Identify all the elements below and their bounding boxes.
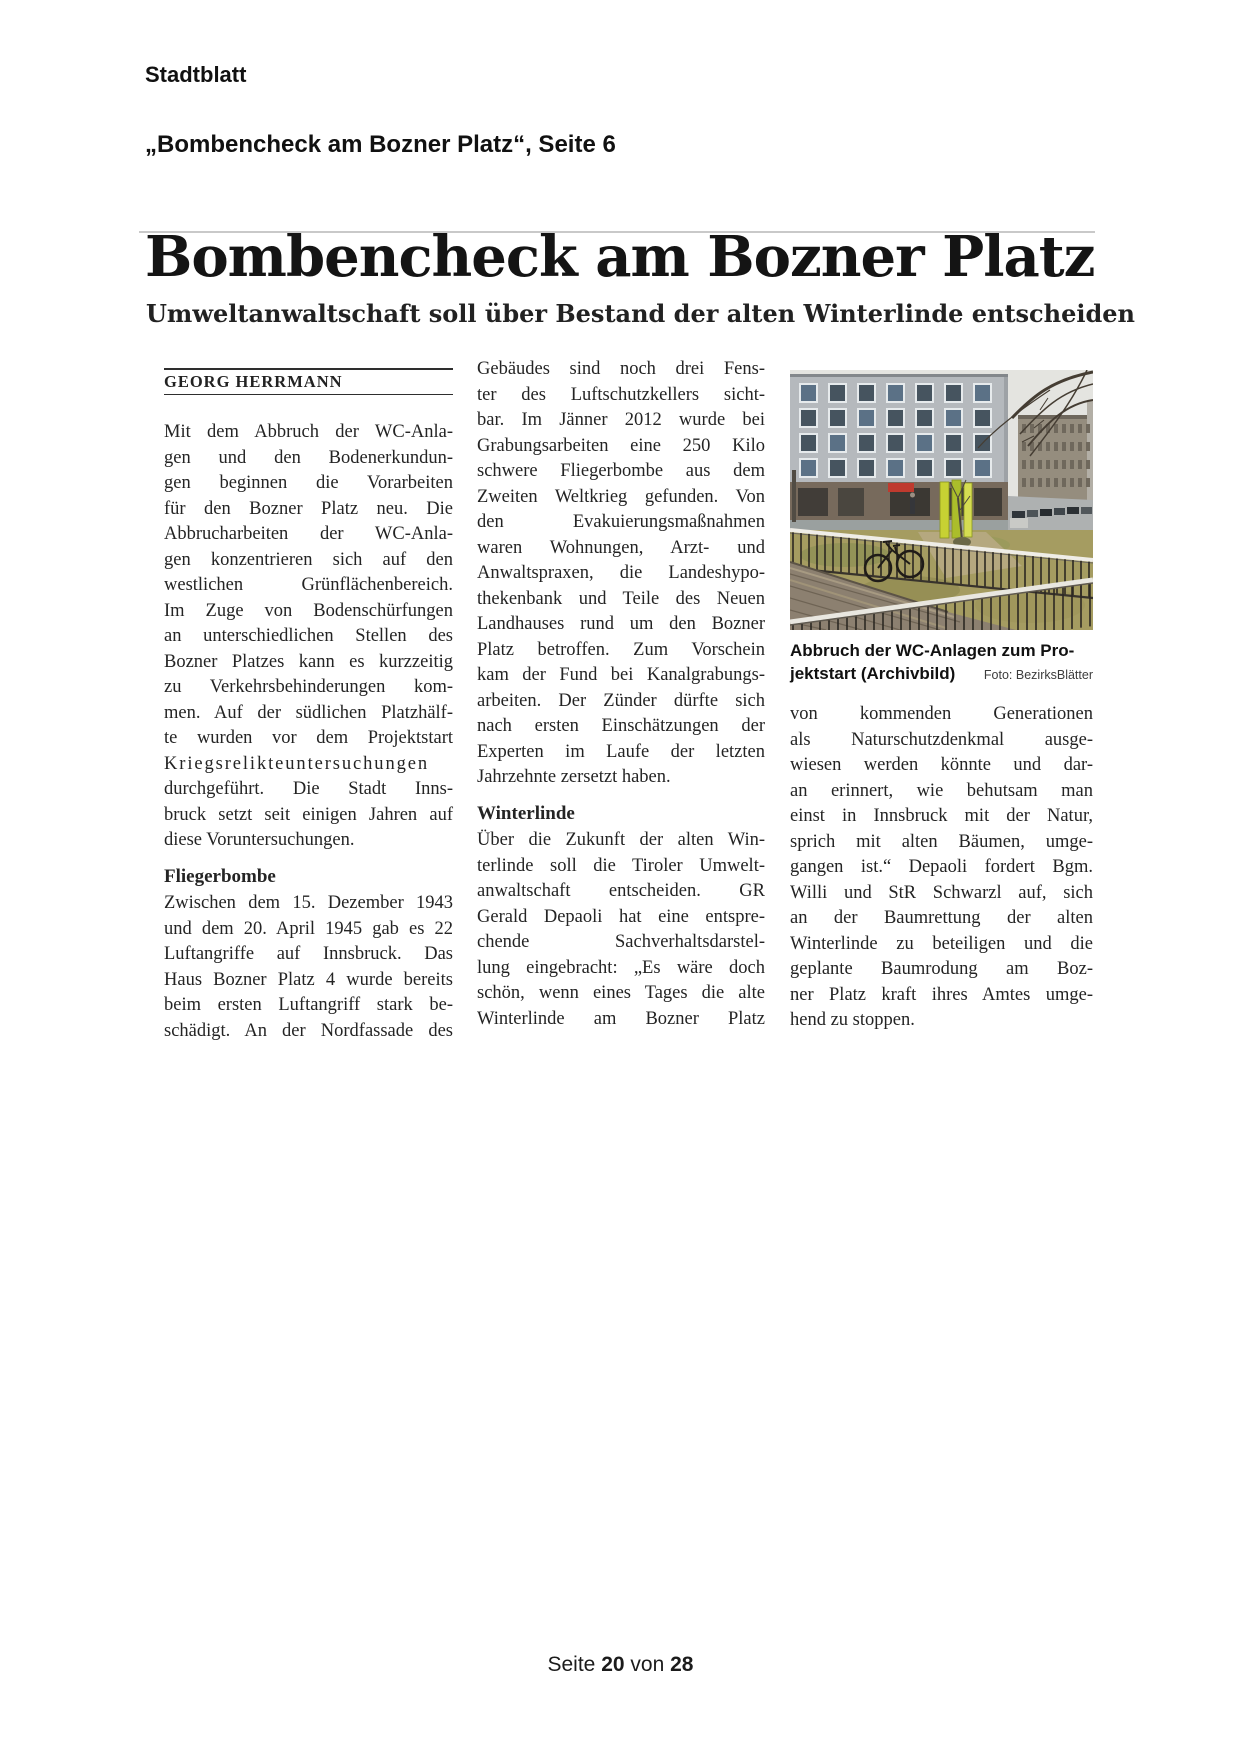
text-line: sprich mit alten Bäumen, umge- (790, 831, 1093, 852)
text-line: Über die Zukunft der alten Win- (477, 830, 765, 850)
text-line: Winterlinde am Bozner Platz (477, 1008, 765, 1029)
text-line: für den Bozner Platz neu. Die (164, 498, 453, 519)
text-line: Haus Bozner Platz 4 wurde bereits (164, 969, 453, 990)
text-line: chende Sachverhaltsdarstel- (477, 932, 765, 952)
text-line: ner Platz kraft ihres Amtes umge- (790, 984, 1093, 1005)
byline (164, 368, 453, 395)
text-line: te wurden vor dem Projektstart (164, 728, 453, 748)
page-footer (0, 1653, 1241, 1677)
text-line: Winterlinde zu beteiligen und die (790, 933, 1093, 954)
text-line: bruck setzt seit einigen Jahren auf (164, 804, 453, 825)
text-line: nach ersten Einschätzungen der (477, 716, 765, 736)
text-line: Luftangriffe auf Innsbruck. Das (164, 944, 453, 964)
text-line: westlichen Grünflächenbereich. (164, 575, 453, 595)
text-line: Experten im Laufe der letzten (477, 741, 765, 762)
text-line: men. Auf der südlichen Platzhälf- (164, 702, 453, 723)
text-line: ter des Luftschutzkellers sicht- (477, 384, 765, 405)
photo-credit: Foto: BezirksBlätter (983, 668, 1093, 682)
text-line: Landhauses rund um den Bozner (477, 614, 765, 634)
background-building (1018, 400, 1093, 500)
footer-current-page: 20 (601, 1653, 625, 1676)
article-figure (790, 370, 1093, 687)
paragraph (164, 891, 453, 1044)
masthead: Stadtblatt (145, 62, 247, 87)
paragraph (477, 357, 765, 791)
footer-total-pages: 28 (670, 1653, 694, 1676)
text-line: Gerald Depaoli hat eine entspre- (477, 906, 765, 927)
paragraph-subhead (477, 801, 765, 827)
text-line: anwaltschaft entscheiden. GR (477, 881, 765, 901)
text-line: diese Voruntersuchungen. (164, 830, 355, 850)
text-line: schön, wenn eines Tages die alte (477, 983, 765, 1003)
toc-reference: „Bombencheck am Bozner Platz“, Seite 6 (145, 131, 616, 158)
text-line: den Evakuierungsmaßnahmen (477, 512, 765, 532)
text-line: Fliegerbombe (164, 865, 276, 887)
article-column-1 (164, 420, 453, 1044)
article-subhead: Umweltanwaltschaft soll über Bestand der alten Winterlinde entscheiden (146, 299, 1135, 328)
text-line: an unterschiedlichen Stellen des (164, 626, 453, 646)
paragraph-subhead (164, 864, 453, 890)
text-line: Zwischen dem 15. Dezember 1943 (164, 893, 453, 913)
text-line: einst in Innsbruck mit der Natur, (790, 806, 1093, 826)
byline-author: GEORG HERRMANN (164, 372, 343, 391)
text-line: zu Verkehrsbehinderungen kom- (164, 677, 453, 697)
text-line: Platz betroffen. Zum Vorschein (477, 639, 765, 660)
text-line: gen und den Bodenerkundun- (164, 447, 453, 468)
footer-label-of: von (630, 1653, 665, 1676)
article-column-3 (790, 702, 1093, 1034)
text-line: terlinde soll die Tiroler Umwelt- (477, 855, 765, 876)
text-line: Im Zuge von Bodenschürfungen (164, 600, 453, 621)
text-line: Anwaltspraxen, die Landeshypo- (477, 563, 765, 583)
text-line: Zweiten Weltkrieg gefunden. Von (477, 486, 765, 507)
text-line: und dem 20. April 1945 gab es 22 (164, 918, 453, 939)
article-photo (790, 370, 1093, 630)
article-headline: Bombencheck am Bozner Platz (145, 224, 1095, 290)
text-line: waren Wohnungen, Arzt- und (477, 537, 765, 558)
paragraph (790, 702, 1093, 1034)
text-line: Willi und StR Schwarzl auf, sich (790, 882, 1093, 903)
paragraph (477, 828, 765, 1032)
text-line: durchgeführt. Die Stadt Inns- (164, 779, 453, 799)
text-line: kam der Fund bei Kanalgrabungs- (477, 665, 765, 685)
photo-caption-line: Abbruch der WC-Anlagen zum Pro- (790, 641, 1075, 660)
text-line: an erinnert, wie behutsam man (790, 780, 1093, 801)
text-line: schädigt. An der Nordfassade des (164, 1020, 453, 1041)
text-line: Jahrzehnte zersetzt haben. (477, 767, 671, 787)
text-line: hend zu stoppen. (790, 1010, 915, 1030)
paragraph (164, 420, 453, 854)
footer-label-page: Seite (547, 1653, 596, 1676)
text-line: geplante Baumrodung am Boz- (790, 959, 1093, 979)
text-line: Abbrucharbeiten der WC-Anla- (164, 524, 453, 544)
text-line: gangen ist.“ Depaoli fordert Bgm. (790, 857, 1093, 877)
text-line: wiesen werden könnte und dar- (790, 755, 1093, 775)
text-line: Grabungsarbeiten eine 250 Kilo (477, 435, 765, 456)
photo-caption (790, 639, 1093, 687)
text-line: thekenbank und Teile des Neuen (477, 588, 765, 609)
text-line: Gebäudes sind noch drei Fens- (477, 359, 765, 379)
text-line: gen konzentrieren sich auf den (164, 549, 453, 570)
text-line: Bozner Platzes kann es kurzzeitig (164, 651, 453, 672)
text-line: an der Baumrettung der alten (790, 908, 1093, 928)
article-column-2 (477, 357, 765, 1032)
text-line: arbeiten. Der Zünder dürfte sich (477, 690, 765, 711)
text-line: bar. Im Jänner 2012 wurde bei (477, 410, 765, 430)
text-line: als Naturschutzdenkmal ausge- (790, 729, 1093, 750)
text-line: schwere Fliegerbombe aus dem (477, 461, 765, 481)
text-line: lung eingebracht: „Es wäre doch (477, 957, 765, 978)
text-line: gen beginnen die Vorarbeiten (164, 473, 453, 493)
building-facade (790, 374, 1008, 520)
text-line: beim ersten Luftangriff stark be- (164, 995, 453, 1015)
text-line: von kommenden Generationen (790, 704, 1093, 724)
text-line: Winterlinde (477, 802, 575, 824)
text-line: Mit dem Abbruch der WC-Anla- (164, 422, 453, 442)
construction-panels (940, 480, 972, 538)
photo-caption-line: jektstart (Archivbild) (790, 664, 956, 683)
text-line: Kriegsrelikteuntersuchungen (164, 753, 430, 774)
